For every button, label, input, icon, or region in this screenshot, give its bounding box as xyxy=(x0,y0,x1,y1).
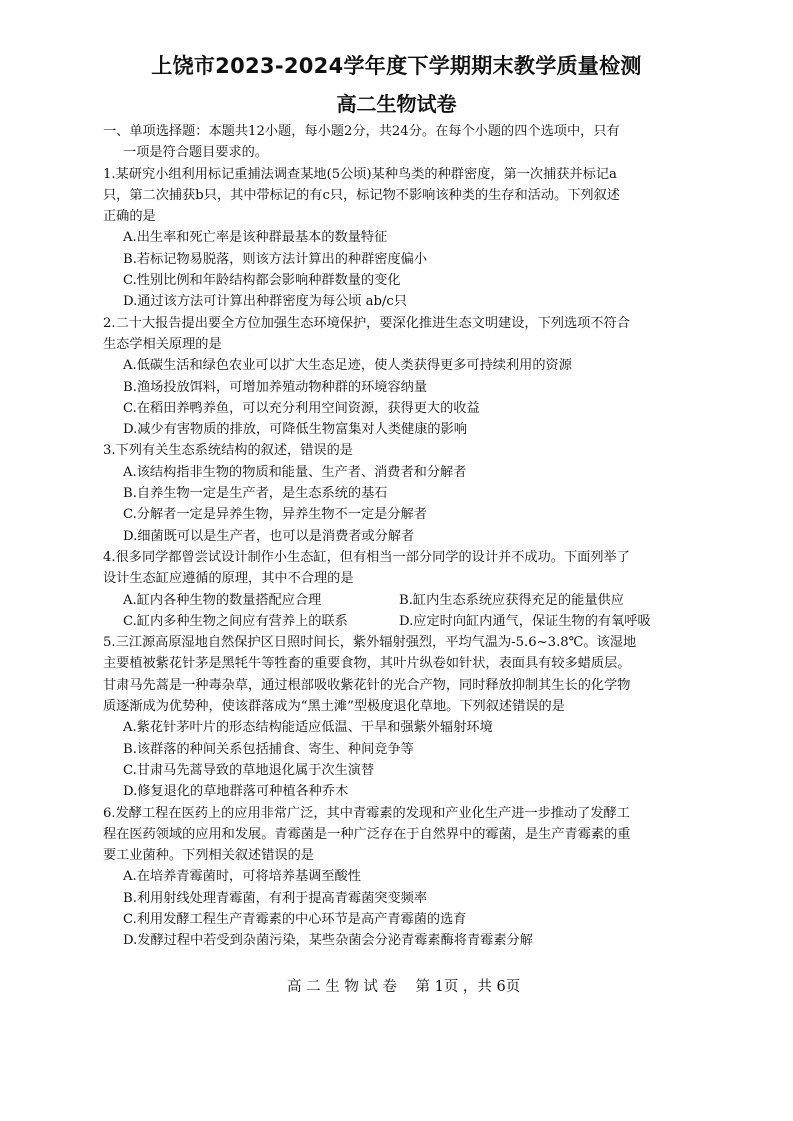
question-stem: 5.三江源高原湿地自然保护区日照时间长，紫外辐射强烈，平均气温为-5.6~3.8℃。该湿地 xyxy=(103,635,637,651)
option-a: A.紫花针茅叶片的形态结构能适应低温、干旱和强紫外辐射环境 xyxy=(123,720,493,736)
option-c: C.缸内多种生物之间应有营养上的联系 xyxy=(123,613,348,629)
option-d: D.通过该方法可计算出种群密度为每公顷 ab/c只 xyxy=(123,294,407,310)
section-heading-cont: 一项是符合题目要求的。 xyxy=(123,145,269,161)
option-b: B.渔场投放饵料，可增加养殖动物种群的环境容纳量 xyxy=(123,379,428,395)
question-3 xyxy=(103,440,703,546)
question-stem: 3.下列有关生态系统结构的叙述，错误的是 xyxy=(103,443,353,459)
question-stem: 主要植被紫花针茅是黑牦牛等牲畜的重要食物，其叶片纵卷如针状，表面具有较多蜡质层。 xyxy=(103,656,631,672)
option-c: C.性别比例和年龄结构都会影响种群数量的变化 xyxy=(123,273,401,289)
option-row xyxy=(103,590,703,611)
option-c: C.在稻田养鸭养鱼，可以充分利用空间资源，获得更大的收益 xyxy=(123,400,480,416)
question-stem: 甘肃马先蒿是一种毒杂草，通过根部吸收紫花针的光合产物，同时释放抑制其生长的化学物 xyxy=(103,677,631,693)
question-stem: 要工业菌种。下列相关叙述错误的是 xyxy=(103,848,314,864)
option-a: A.出生率和死亡率是该种群最基本的数量特征 xyxy=(123,230,388,246)
exam-subtitle: 高二生物试卷 xyxy=(336,92,457,116)
page-footer: 高 二 生 物 试 卷 第 1页 ，共 6页 xyxy=(287,979,521,995)
question-stem: 6.发酵工程在医药上的应用非常广泛，其中青霉素的发现和产业化生产进一步推动了发酵工 xyxy=(103,805,630,821)
option-b: B.若标记物易脱落，则该方法计算出的种群密度偏小 xyxy=(123,251,428,267)
option-c: C.利用发酵工程生产青霉素的中心环节是高产青霉菌的选育 xyxy=(123,911,467,927)
option-c: C.分解者一定是异养生物，异养生物不一定是分解者 xyxy=(123,507,427,523)
question-2 xyxy=(103,313,703,441)
question-stem: 程在医药领域的应用和发展。青霉菌是一种广泛存在于自然界中的霉菌，是生产青霉素的重 xyxy=(103,826,631,842)
question-stem: 只，第二次捕获b只，其中带标记的有c只，标记物不影响该种类的生存和活动。下列叙述 xyxy=(103,187,620,203)
option-row xyxy=(103,611,703,632)
question-stem: 质逐渐成为优势种，使该群落成为“黑土滩”型极度退化草地。下列叙述错误的是 xyxy=(103,699,565,715)
option-a: A.在培养青霉菌时，可将培养基调至酸性 xyxy=(123,869,361,885)
option-a: A.缸内各种生物的数量搭配应合理 xyxy=(123,592,322,608)
question-1 xyxy=(103,164,703,313)
question-stem: 设计生态缸应遵循的原理，其中不合理的是 xyxy=(103,571,354,587)
option-b: B.利用射线处理青霉菌，有利于提高青霉菌突变频率 xyxy=(123,890,428,906)
option-c: C.甘肃马先蒿导致的草地退化属于次生演替 xyxy=(123,762,375,778)
option-a: A.低碳生活和绿色农业可以扩大生态足迹，使人类获得更多可持续利用的资源 xyxy=(123,358,572,374)
option-a: A.该结构指非生物的物质和能量、生产者、消费者和分解者 xyxy=(123,464,467,480)
section-heading: 一、单项选择题：本题共12小题，每小题2分，共24分。在每个小题的四个选项中，只有 xyxy=(103,124,620,139)
option-b: B.自养生物一定是生产者，是生态系统的基石 xyxy=(123,486,388,502)
question-stem: 4.很多同学都曾尝试设计制作小生态缸，但有相当一部分同学的设计并不成功。下面列举了 xyxy=(103,549,630,565)
question-stem: 2.二十大报告提出要全方位加强生态环境保护，要深化推进生态文明建设，下列选项不符合 xyxy=(103,315,630,331)
exam-body xyxy=(103,121,703,952)
question-4 xyxy=(103,547,703,632)
option-d: D.细菌既可以是生产者，也可以是消费者或分解者 xyxy=(123,528,415,544)
question-stem: 1.某研究小组利用标记重捕法调查某地(5公顷)某种鸟类的种群密度，第一次捕获并标记a xyxy=(103,166,617,182)
option-d: D.修复退化的草地群落可种植各种乔木 xyxy=(123,784,349,800)
option-d: D.发酵过程中若受到杂菌污染，某些杂菌会分泌青霉素酶将青霉素分解 xyxy=(123,933,533,949)
option-d: D.减少有害物质的排放，可降低生物富集对人类健康的影响 xyxy=(123,422,467,438)
option-b: B.该群落的种间关系包括捕食、寄生、种间竞争等 xyxy=(123,741,414,757)
question-stem: 正确的是 xyxy=(103,209,156,225)
question-5 xyxy=(103,632,703,802)
question-6 xyxy=(103,803,703,952)
question-stem: 生态学相关原理的是 xyxy=(103,336,222,352)
option-b: B.缸内生态系统应获得充足的能量供应 xyxy=(399,592,624,608)
exam-title: 上饶市2023-2024学年度下学期期末教学质量检测 xyxy=(151,54,642,78)
option-d: D.应定时向缸内通气，保证生物的有氧呼吸 xyxy=(399,613,651,629)
